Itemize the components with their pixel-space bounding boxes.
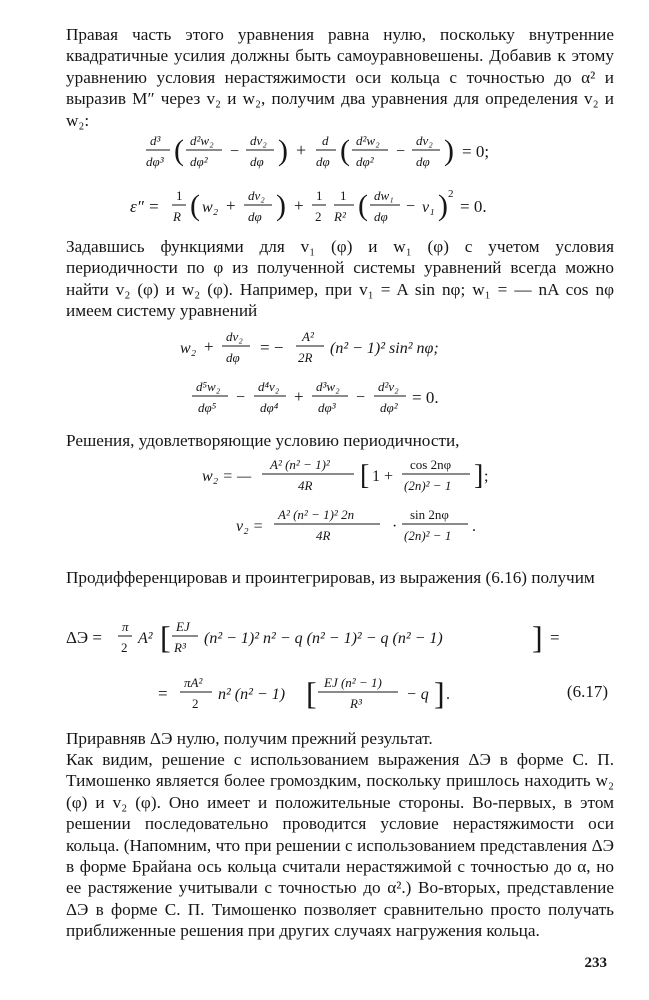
page-number: 233 <box>584 955 607 971</box>
svg-text:= 0;: = 0; <box>462 142 490 161</box>
svg-text:EJ (n² − 1): EJ (n² − 1) <box>324 675 382 690</box>
equation-1 <box>66 128 614 178</box>
svg-text:= 0.: = 0. <box>460 197 487 216</box>
svg-text:dφ: dφ <box>250 154 264 169</box>
svg-text:+: + <box>204 337 214 356</box>
svg-text:[: [ <box>360 460 370 491</box>
svg-text:2: 2 <box>448 188 454 200</box>
svg-text:−: − <box>396 143 406 160</box>
svg-text:−: − <box>406 198 416 215</box>
svg-text:cos 2nφ: cos 2nφ <box>410 457 452 472</box>
svg-text:d⁴v₂: d⁴v₂ <box>258 379 280 394</box>
svg-text:(: ( <box>190 189 200 222</box>
svg-text:w₂: w₂ <box>202 199 219 216</box>
svg-text:(: ( <box>358 189 368 222</box>
svg-text:): ) <box>438 189 448 222</box>
svg-text:v₂ =: v₂ = <box>236 518 264 535</box>
svg-text:·: · <box>392 518 398 535</box>
paragraph-solutions: Решения, удовлетворяющие условию периодичности, <box>66 431 460 450</box>
svg-text:;: ; <box>484 468 489 485</box>
equation-2-graphic <box>110 183 570 233</box>
svg-text:): ) <box>444 134 454 167</box>
equation-4-graphic <box>140 376 540 422</box>
svg-text:dv₂: dv₂ <box>226 329 243 344</box>
svg-text:]: ] <box>434 675 445 711</box>
svg-text:1: 1 <box>176 188 183 203</box>
equation-6 <box>66 504 614 550</box>
svg-text:2: 2 <box>121 640 128 655</box>
svg-text:+: + <box>296 140 307 160</box>
svg-text:1: 1 <box>340 188 347 203</box>
equation-4 <box>66 376 614 422</box>
svg-text:dφ²: dφ² <box>356 154 374 169</box>
svg-text:(2n)² − 1: (2n)² − 1 <box>404 478 452 493</box>
svg-text:R²: R² <box>334 209 346 224</box>
svg-text:(2n)² − 1: (2n)² − 1 <box>404 528 452 543</box>
svg-text:=: = <box>550 628 560 647</box>
svg-text:A² (n² − 1)² 2n: A² (n² − 1)² 2n <box>278 507 355 522</box>
svg-text:= −: = − <box>260 338 284 357</box>
equation-6-graphic <box>110 504 570 550</box>
paragraph-periodicity: Задавшись функциями для v₁ (φ) и w₁ (φ) с учетом условия периодичности по φ из полученной системы уравнений всегда можно найти v₂ (φ) и w₂ (φ). Например, при v₁ = A sin nφ; w₁ = — nA cos nφ имеем систему уравнений <box>66 237 614 321</box>
svg-text:[: [ <box>306 675 317 711</box>
svg-text:EJ: EJ <box>176 619 190 634</box>
svg-text:−: − <box>230 143 240 160</box>
svg-text:−: − <box>236 389 246 406</box>
svg-text:v₁: v₁ <box>422 199 435 216</box>
svg-text:1: 1 <box>316 188 323 203</box>
svg-text:[: [ <box>160 619 171 655</box>
svg-text:.: . <box>446 686 450 703</box>
svg-text:+: + <box>294 196 304 215</box>
svg-text:dφ: dφ <box>416 154 430 169</box>
paragraph-discussion: Как видим, решение с использованием выражения ΔЭ в форме С. П. Тимошенко является более громоздким, поскольку пришлось находить w₂ (φ) и v₂ (φ). Оно имеет и положительные стороны. Во-первых, в этом решении последовательно проводится условие нерастяжимости оси кольца. (Напомним, что при решении с использованием представления ΔЭ в форме Брайана ось кольца считали нерастяжимой с точностью до α, но ее растяжение учитывали с точностью до α².) Во-вторых, представление ΔЭ в форме С. П. Тимошенко позволяет сравнительно просто получать приближенные решения при других случаях нагружения кольца. <box>66 750 614 941</box>
svg-text:R: R <box>173 209 181 224</box>
svg-text:): ) <box>278 134 288 167</box>
svg-text:.: . <box>472 518 476 535</box>
paragraph-differentiate: Продифференцировав и проинтегрировав, из выражения (6.16) получим <box>66 568 595 587</box>
svg-text:π: π <box>122 619 129 634</box>
svg-text:2: 2 <box>192 696 199 711</box>
svg-text:dφ²: dφ² <box>380 400 398 415</box>
equation-8-graphic <box>66 670 614 720</box>
svg-text:w₂ = —: w₂ = — <box>202 468 252 485</box>
svg-text:A²: A² <box>302 329 314 344</box>
svg-text:n² (n² − 1): n² (n² − 1) <box>218 686 286 703</box>
svg-text:d³w₂: d³w₂ <box>316 379 340 394</box>
svg-text:d²w₂: d²w₂ <box>356 133 380 148</box>
svg-text:dφ²: dφ² <box>190 154 208 169</box>
svg-text:dφ: dφ <box>248 209 262 224</box>
svg-text:2: 2 <box>315 209 322 224</box>
equation-5 <box>66 454 614 500</box>
svg-text:dφ: dφ <box>316 154 330 169</box>
svg-text:dφ: dφ <box>226 350 240 365</box>
equation-number: (6.17) <box>566 682 608 701</box>
svg-text:+: + <box>226 196 236 215</box>
svg-text:R³: R³ <box>350 696 362 711</box>
svg-text:dφ⁴: dφ⁴ <box>260 400 279 415</box>
svg-text:d²v₂: d²v₂ <box>378 379 399 394</box>
svg-text:A² (n² − 1)²: A² (n² − 1)² <box>270 457 330 472</box>
svg-text:(: ( <box>174 134 184 167</box>
svg-text:A²: A² <box>138 630 153 647</box>
svg-text:dv₂: dv₂ <box>248 188 265 203</box>
equation-3-graphic <box>140 326 540 372</box>
paragraph-intro: Правая часть этого уравнения равна нулю, поскольку внутренние квадратичные усилия должны быть самоуравновешены. Добавив к этому уравнению условия нерастяжимости оси кольца с точностью до α² и выразив M″ через v₂ и w₂, получим два уравнения для определения v₂ и w₂: <box>66 25 614 130</box>
svg-text:− q: − q <box>406 686 429 703</box>
svg-text:d: d <box>322 133 329 148</box>
svg-text:w₂: w₂ <box>180 340 197 357</box>
svg-text:(: ( <box>340 134 350 167</box>
svg-text:4R: 4R <box>316 528 331 543</box>
svg-text:d²w₂: d²w₂ <box>190 133 214 148</box>
equation-7-graphic <box>66 614 614 664</box>
svg-text:]: ] <box>474 460 484 491</box>
svg-text:(n² − 1)² sin² nφ;: (n² − 1)² sin² nφ; <box>330 340 439 357</box>
svg-text:dφ³: dφ³ <box>146 154 164 169</box>
svg-text:πA²: πA² <box>184 675 203 690</box>
equation-3 <box>66 326 614 372</box>
svg-text:(n² − 1)² n² − q (n² − 1)² − q: (n² − 1)² n² − q (n² − 1)² − q (n² − 1) <box>204 630 443 647</box>
svg-text:ΔЭ =: ΔЭ = <box>66 628 102 647</box>
svg-text:): ) <box>276 189 286 222</box>
svg-text:−: − <box>356 389 366 406</box>
svg-text:dw₁: dw₁ <box>374 188 394 203</box>
paragraph-result: Приравняв ΔЭ нулю, получим прежний результат. <box>66 729 433 748</box>
equation-5-graphic <box>110 454 570 500</box>
svg-text:dφ³: dφ³ <box>318 400 336 415</box>
equation-1-graphic <box>110 128 570 178</box>
svg-text:dv₂: dv₂ <box>250 133 267 148</box>
svg-text:4R: 4R <box>298 478 313 493</box>
svg-text:ε″ =: ε″ = <box>130 197 160 216</box>
svg-text:dv₂: dv₂ <box>416 133 433 148</box>
svg-text:1 +: 1 + <box>372 468 394 485</box>
svg-text:=: = <box>158 684 168 703</box>
svg-text:= 0.: = 0. <box>412 388 439 407</box>
equation-2 <box>66 183 614 233</box>
equation-8 <box>66 670 614 720</box>
svg-text:]: ] <box>532 619 543 655</box>
equation-7 <box>66 614 614 664</box>
svg-text:R³: R³ <box>174 640 186 655</box>
svg-text:+: + <box>294 387 304 406</box>
svg-text:dφ: dφ <box>374 209 388 224</box>
svg-text:sin 2nφ: sin 2nφ <box>410 507 449 522</box>
svg-text:dφ⁵: dφ⁵ <box>198 400 217 415</box>
svg-text:2R: 2R <box>298 350 313 365</box>
svg-text:d⁵w₂: d⁵w₂ <box>196 379 221 394</box>
svg-text:d³: d³ <box>150 133 161 148</box>
